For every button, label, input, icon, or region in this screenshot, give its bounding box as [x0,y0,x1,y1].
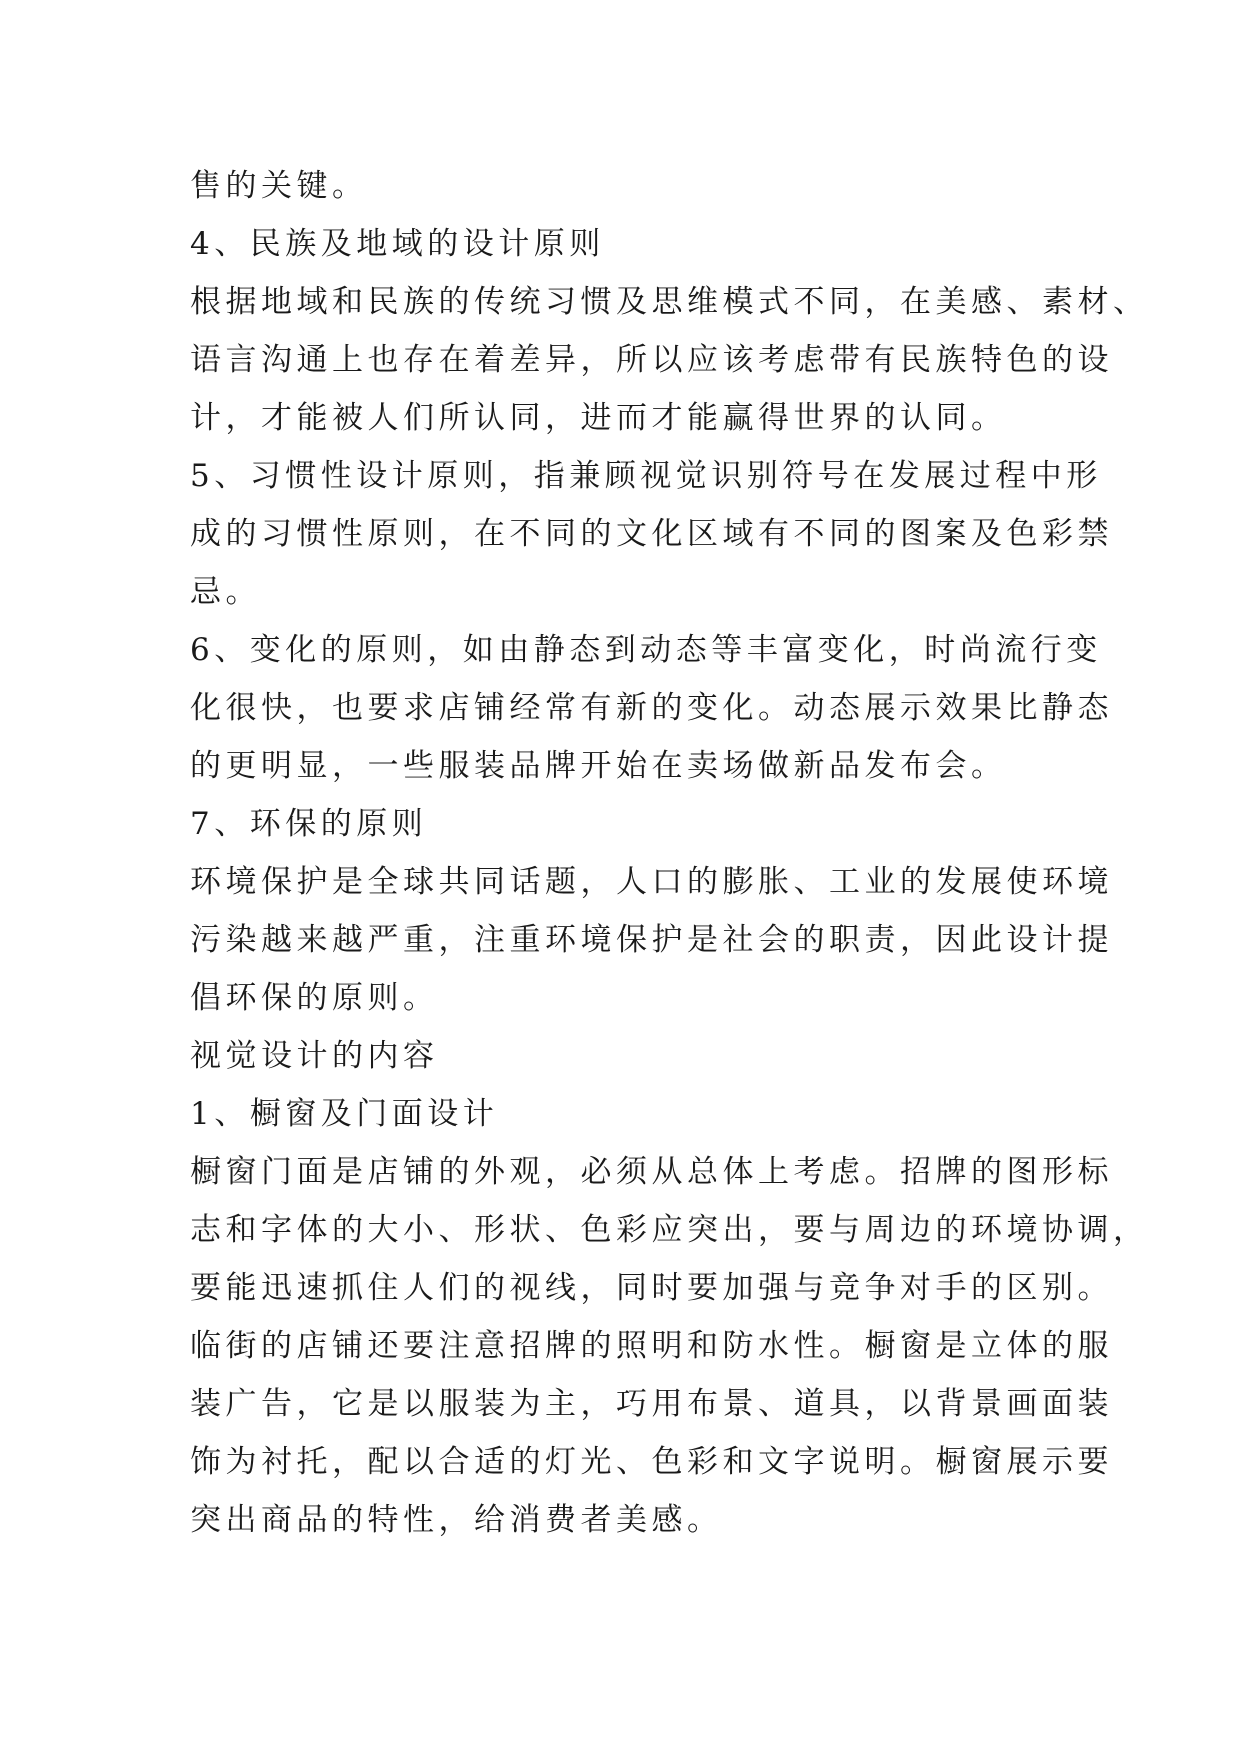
text-line: 的更明显，一些服装品牌开始在卖场做新品发布会。 [190,748,1007,784]
document-body [190,157,1149,1549]
text-line: 要能迅速抓住人们的视线，同时要加强与竞争对手的区别。 [190,1270,1113,1306]
section-heading: 1、橱窗及门面设计 [190,1096,499,1132]
section-heading: 7、环保的原则 [190,806,428,842]
text-line: 5、习惯性设计原则，指兼顾视觉识别符号在发展过程中形 [190,458,1102,494]
section-heading: 视觉设计的内容 [190,1038,439,1074]
text-line: 装广告，它是以服装为主，巧用布景、道具，以背景画面装 [190,1386,1113,1422]
text-line: 突出商品的特性，给消费者美感。 [190,1502,723,1538]
text-line: 化很快，也要求店铺经常有新的变化。动态展示效果比静态 [190,690,1113,726]
text-line: 环境保护是全球共同话题，人口的膨胀、工业的发展使环境 [190,864,1113,900]
section-heading: 4、民族及地域的设计原则 [190,226,605,262]
text-line: 橱窗门面是店铺的外观，必须从总体上考虑。招牌的图形标 [190,1154,1113,1190]
text-line: 饰为衬托，配以合适的灯光、色彩和文字说明。橱窗展示要 [190,1444,1113,1480]
text-line: 倡环保的原则。 [190,980,439,1016]
text-line: 根据地域和民族的传统习惯及思维模式不同，在美感、素材、 [190,284,1149,320]
text-line: 语言沟通上也存在着差异，所以应该考虑带有民族特色的设 [190,342,1113,378]
text-line: 忌。 [190,574,261,610]
text-line: 售的关键。 [190,168,368,204]
text-line: 志和字体的大小、形状、色彩应突出，要与周边的环境协调， [190,1212,1149,1248]
text-line: 成的习惯性原则，在不同的文化区域有不同的图案及色彩禁 [190,516,1113,552]
text-line: 计，才能被人们所认同，进而才能赢得世界的认同。 [190,400,1007,436]
text-line: 临街的店铺还要注意招牌的照明和防水性。橱窗是立体的服 [190,1328,1113,1364]
text-line: 污染越来越严重，注重环境保护是社会的职责，因此设计提 [190,922,1113,958]
text-line: 6、变化的原则，如由静态到动态等丰富变化，时尚流行变 [190,632,1102,668]
